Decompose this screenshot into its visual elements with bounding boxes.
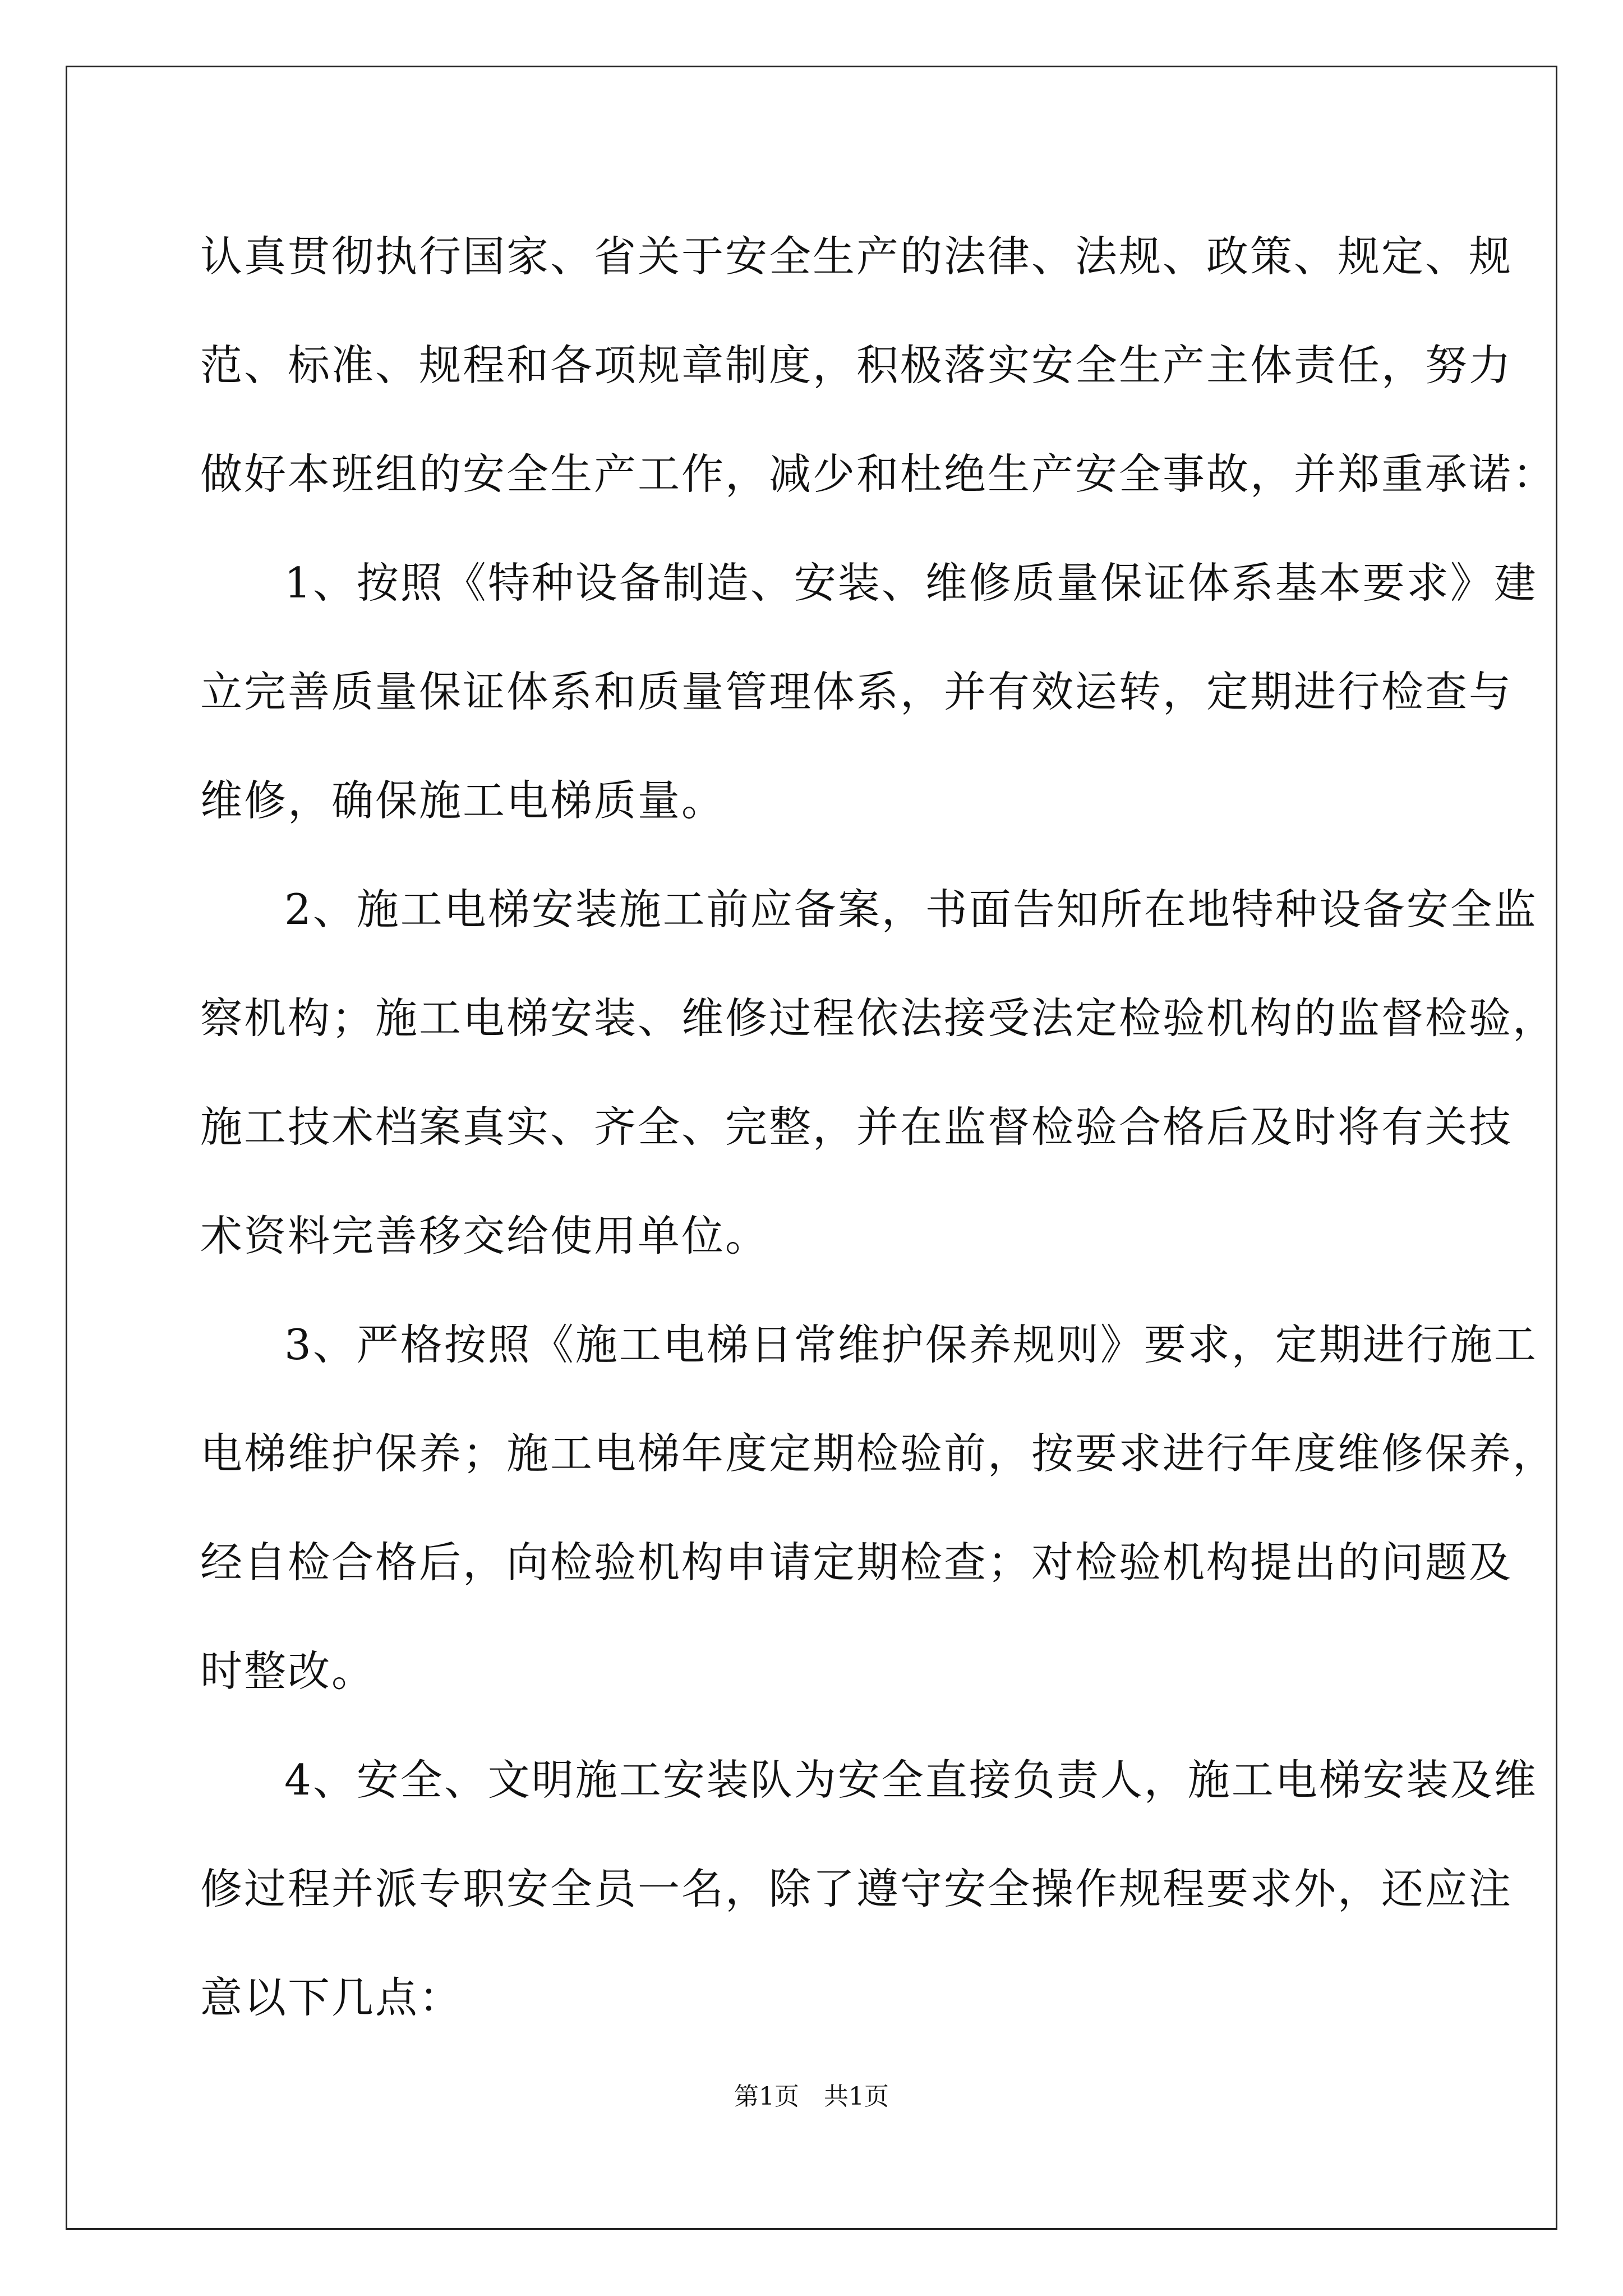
document-body xyxy=(200,202,1557,2052)
text-line: 1、按照《特种设备制造、安装、维修质量保证体系基本要求》建 xyxy=(284,558,1538,608)
text-line: 维修，确保施工电梯质量。 xyxy=(200,776,726,825)
text-line: 4、安全、文明施工安装队为安全直接负责人，施工电梯安装及维 xyxy=(284,1755,1538,1805)
text-line: 意以下几点： xyxy=(200,1973,463,2022)
text-line: 察机构；施工电梯安装、维修过程依法接受法定检验机构的监督检验， xyxy=(200,993,1557,1043)
text-line: 范、标准、规程和各项规章制度，积极落实安全生产主体责任，努力 xyxy=(200,341,1513,390)
text-line: 施工技术档案真实、齐全、完整，并在监督检验合格后及时将有关技 xyxy=(200,1102,1513,1152)
text-line: 做好本班组的安全生产工作，减少和杜绝生产安全事故，并郑重承诺： xyxy=(200,449,1557,499)
text-line: 修过程并派专职安全员一名，除了遵守安全操作规程要求外，还应注 xyxy=(200,1864,1513,1913)
text-line: 认真贯彻执行国家、省关于安全生产的法律、法规、政策、规定、规 xyxy=(200,232,1513,281)
page-footer: 第1页 共1页 xyxy=(734,2082,889,2111)
text-line: 电梯维护保养；施工电梯年度定期检验前，按要求进行年度维修保养， xyxy=(200,1429,1557,1478)
text-line: 术资料完善移交给使用单位。 xyxy=(200,1211,769,1260)
text-line: 立完善质量保证体系和质量管理体系，并有效运转，定期进行检查与 xyxy=(200,667,1513,716)
text-line: 2、施工电梯安装施工前应备案，书面告知所在地特种设备安全监 xyxy=(284,885,1538,934)
text-line: 3、严格按照《施工电梯日常维护保养规则》要求，定期进行施工 xyxy=(284,1320,1538,1369)
text-line: 时整改。 xyxy=(200,1646,376,1696)
text-line: 经自检合格后，向检验机构申请定期检查；对检验机构提出的问题及 xyxy=(200,1538,1513,1587)
